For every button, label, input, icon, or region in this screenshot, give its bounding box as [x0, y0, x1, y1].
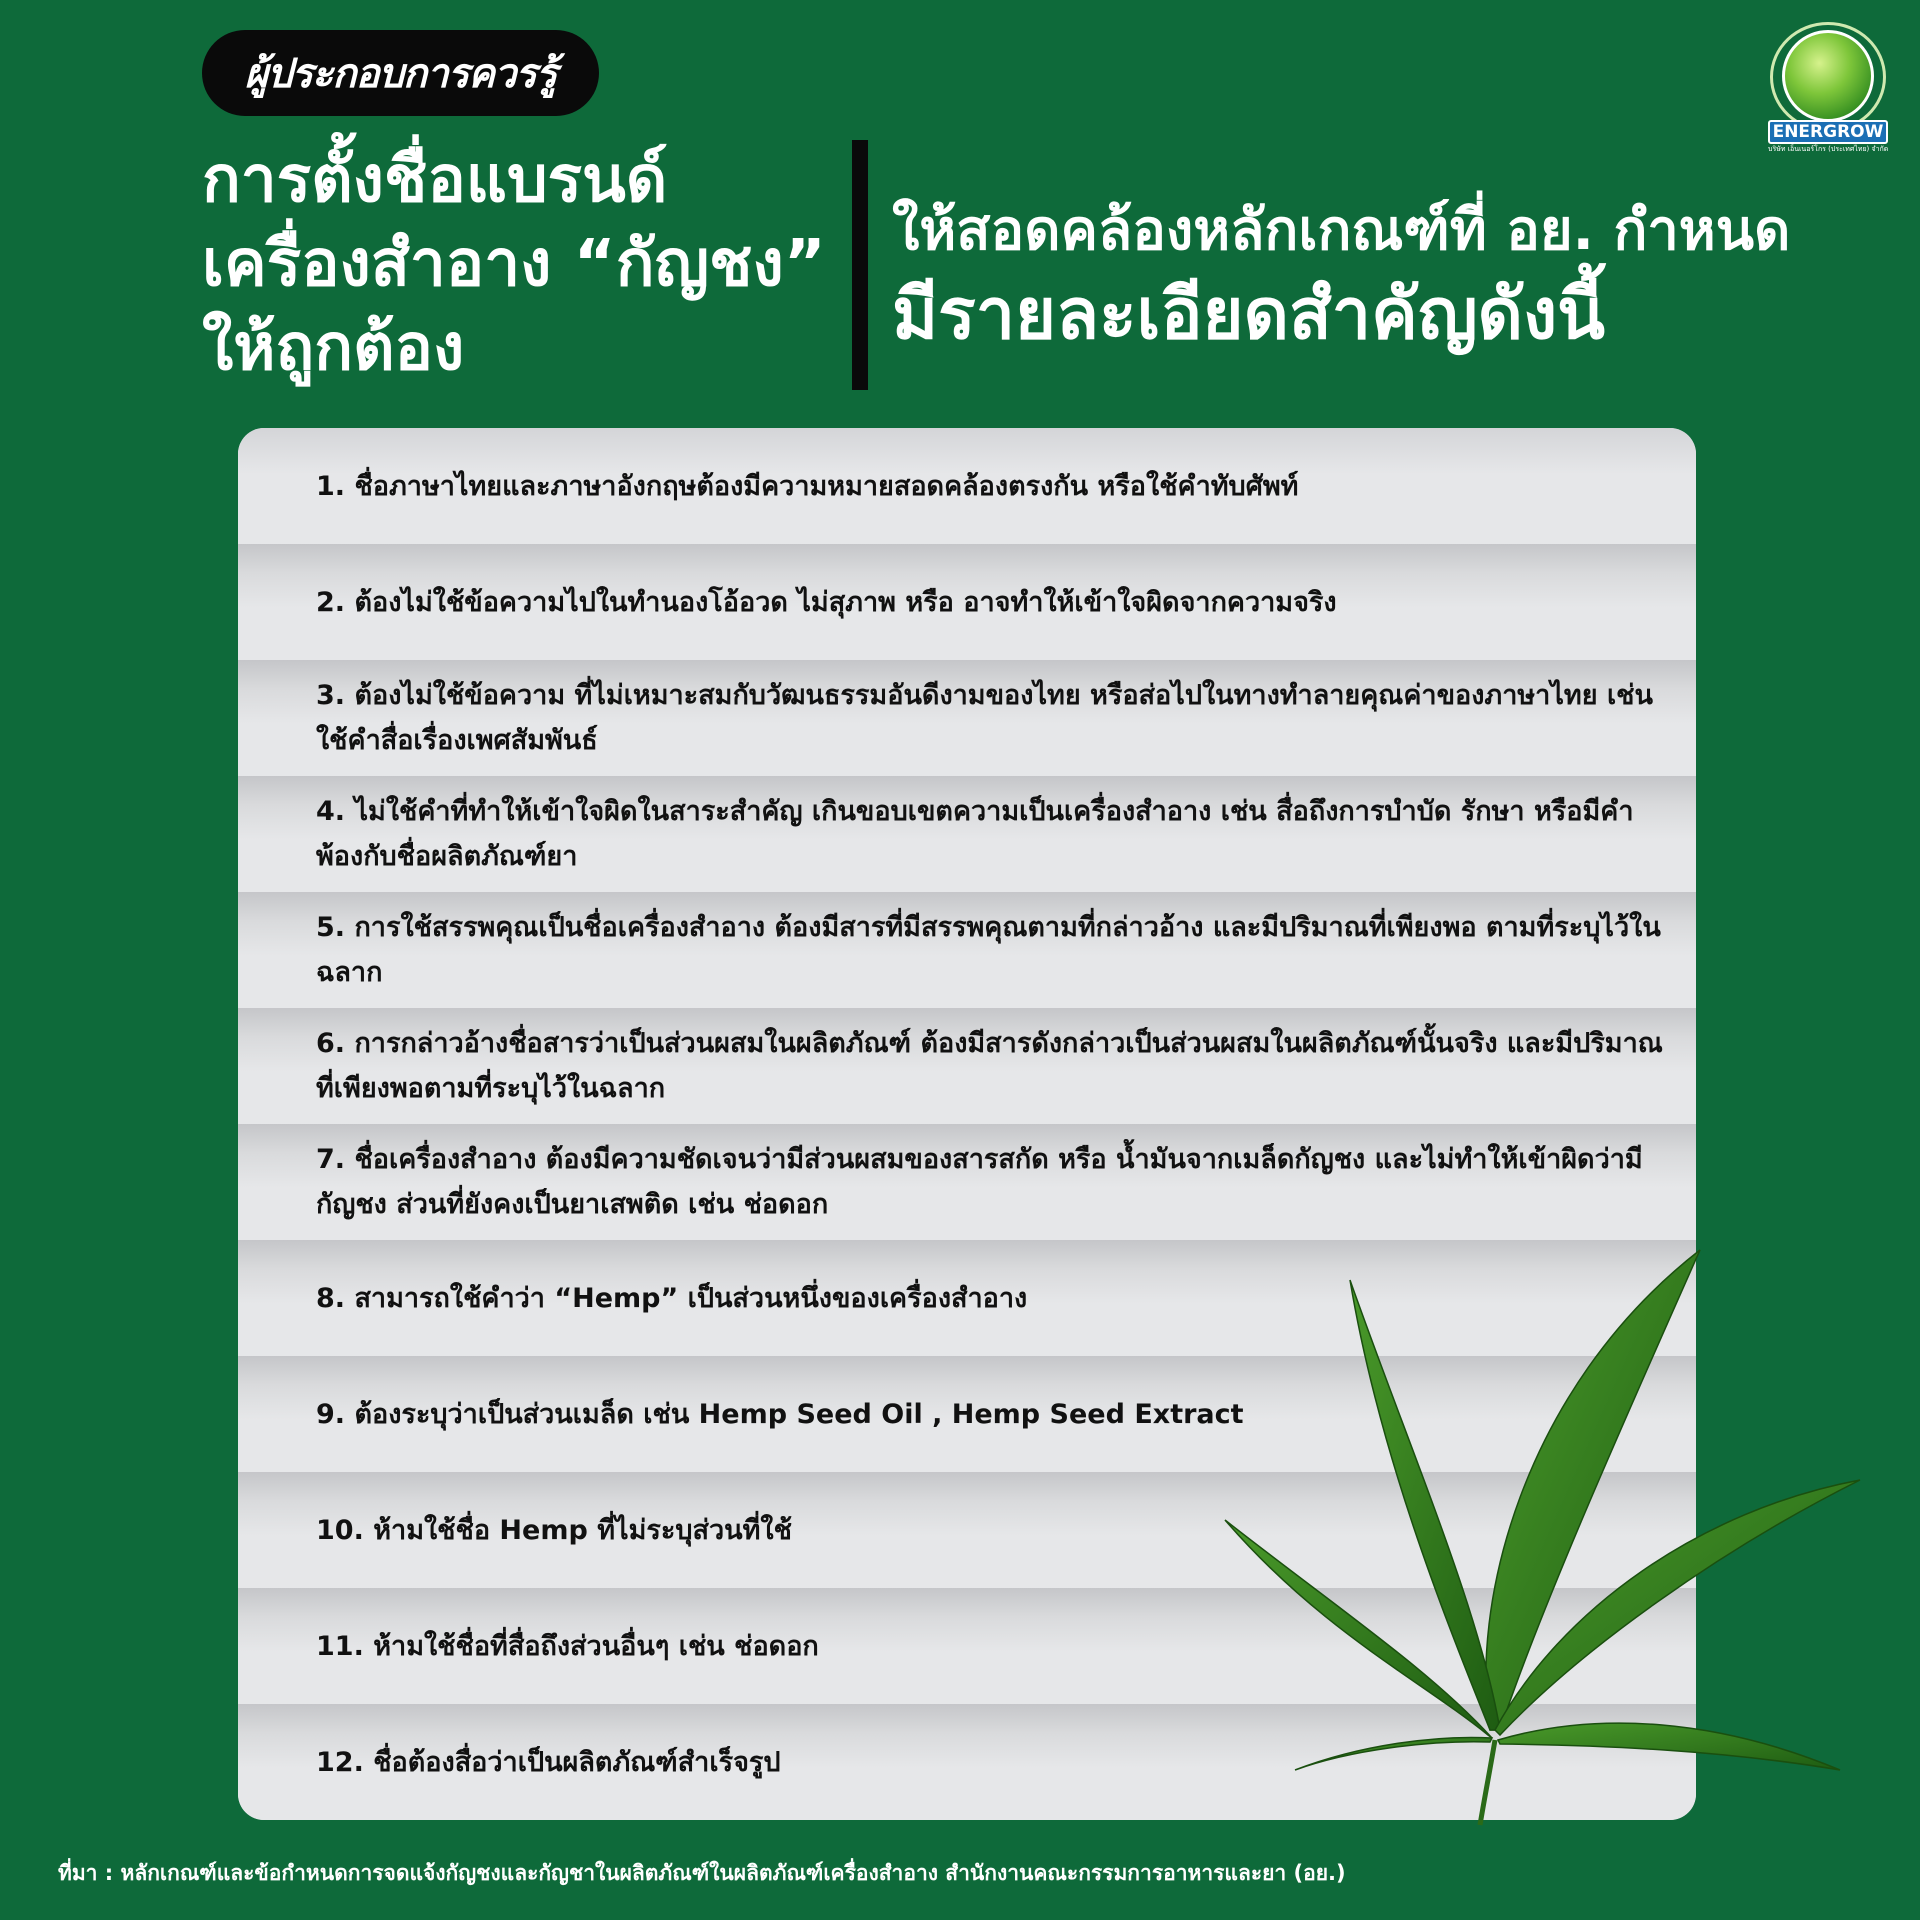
sub-title — [892, 196, 1892, 362]
rule-text: 3. ต้องไม่ใช้ข้อความ ที่ไม่เหมาะสมกับวัฒนธรรมอันดีงามของไทย หรือส่อไปในทางทำลายคุณค่าของภาษาไทย เช่น ใช้คำสื่อเรื่องเพศสัมพันธ์ — [316, 680, 1653, 756]
hemp-leaf-icon — [1200, 1230, 1880, 1830]
category-badge: ผู้ประกอบการควรรู้ — [202, 30, 599, 116]
rule-text: 10. ห้ามใช้ชื่อ Hemp ที่ไม่ระบุส่วนที่ใช้ — [316, 1514, 792, 1546]
energrow-logo — [1768, 22, 1888, 152]
main-title-line-2: เครื่องสำอาง “กัญชง” — [202, 227, 826, 301]
logo-wordmark: ENERGROW — [1768, 120, 1888, 144]
main-title-line-1: การตั้งชื่อแบรนด์ — [202, 143, 668, 217]
rule-text: 12. ชื่อต้องสื่อว่าเป็นผลิตภัณฑ์สำเร็จรูป — [316, 1746, 781, 1778]
title-divider — [852, 140, 868, 390]
main-title — [202, 138, 852, 390]
rule-row — [238, 776, 1696, 892]
main-title-line-3: ให้ถูกต้อง — [202, 311, 465, 385]
rule-text: 8. สามารถใช้คำว่า “Hemp” เป็นส่วนหนึ่งของเครื่องสำอาง — [316, 1282, 1028, 1314]
rule-row — [238, 428, 1696, 544]
rule-text: 11. ห้ามใช้ชื่อที่สื่อถึงส่วนอื่นๆ เช่น ช่อดอก — [316, 1630, 819, 1662]
sub-title-line-2: มีรายละเอียดสำคัญดังนี้ — [892, 273, 1605, 355]
rule-text: 2. ต้องไม่ใช้ข้อความไปในทำนองโอ้อวด ไม่สุภาพ หรือ อาจทำให้เข้าใจผิดจากความจริง — [316, 586, 1337, 618]
rule-text: 7. ชื่อเครื่องสำอาง ต้องมีความชัดเจนว่ามีส่วนผสมของสารสกัด หรือ น้ำมันจากเมล็ดกัญชง และไม่ทำให้เข้าผิดว่ามีกัญชง ส่วนที่ยังคงเป็นยาเสพติด เช่น ช่อดอก — [316, 1144, 1643, 1220]
rule-row — [238, 1008, 1696, 1124]
rule-text: 1. ชื่อภาษาไทยและภาษาอังกฤษต้องมีความหมายสอดคล้องตรงกัน หรือใช้คำทับศัพท์ — [316, 470, 1299, 502]
rule-row — [238, 660, 1696, 776]
logo-company-name: บริษัท เอ็นเนอร์โกร (ประเทศไทย) จำกัด — [1768, 145, 1888, 153]
rule-row — [238, 544, 1696, 660]
rule-text: 6. การกล่าวอ้างชื่อสารว่าเป็นส่วนผสมในผลิตภัณฑ์ ต้องมีสารดังกล่าวเป็นส่วนผสมในผลิตภัณฑ์นั้นจริง และมีปริมาณที่เพียงพอตามที่ระบุไว้ในฉลาก — [316, 1028, 1663, 1104]
rule-text: 5. การใช้สรรพคุณเป็นชื่อเครื่องสำอาง ต้องมีสารที่มีสรรพคุณตามที่กล่าวอ้าง และมีปริมาณที่เพียงพอ ตามที่ระบุไว้ในฉลาก — [316, 912, 1661, 988]
sub-title-line-1: ให้สอดคล้องหลักเกณฑ์ที่ อย. กำหนด — [892, 198, 1791, 263]
logo-sphere-icon — [1782, 30, 1874, 122]
rule-row — [238, 1124, 1696, 1240]
rule-text: 4. ไม่ใช้คำที่ทำให้เข้าใจผิดในสาระสำคัญ เกินขอบเขตความเป็นเครื่องสำอาง เช่น สื่อถึงการบำบัด รักษา หรือมีคำพ้องกับชื่อผลิตภัณฑ์ยา — [316, 796, 1634, 872]
rule-text: 9. ต้องระบุว่าเป็นส่วนเมล็ด เช่น Hemp Seed Oil , Hemp Seed Extract — [316, 1398, 1244, 1430]
source-citation: ที่มา : หลักเกณฑ์และข้อกำหนดการจดแจ้งกัญชงและกัญชาในผลิตภัณฑ์ในผลิตภัณฑ์เครื่องสำอาง สำนักงานคณะกรรมการอาหารและยา (อย.) — [58, 1861, 1346, 1885]
rule-row — [238, 892, 1696, 1008]
